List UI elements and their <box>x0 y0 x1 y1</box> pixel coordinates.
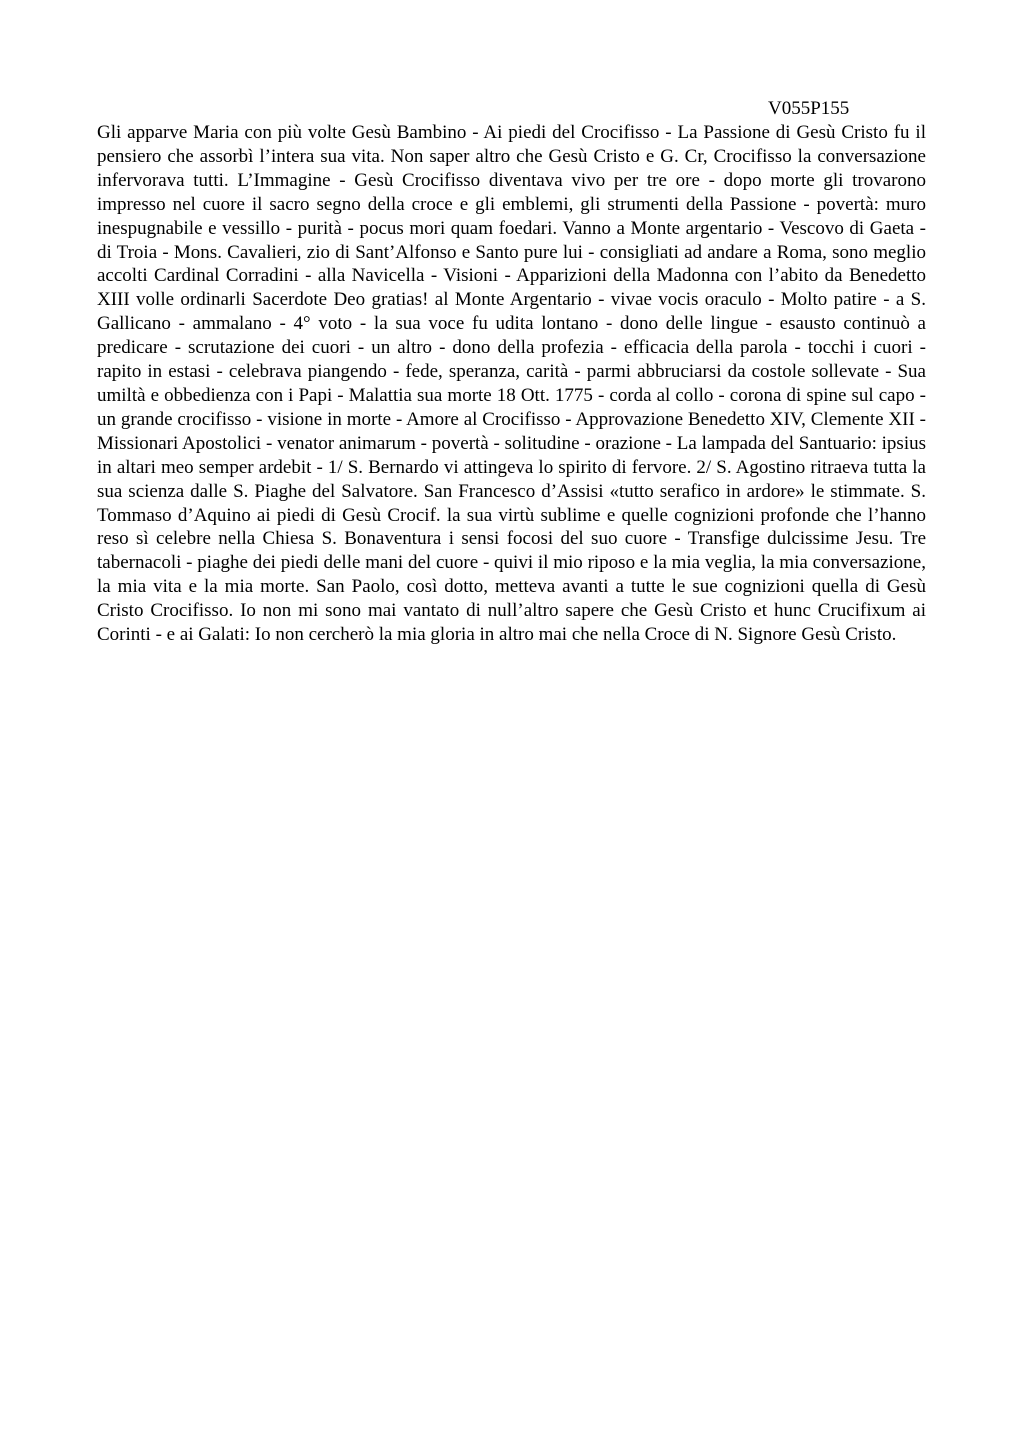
body-paragraph: Gli apparve Maria con più volte Gesù Bambino - Ai piedi del Crocifisso - La Passione di Gesù Cristo fu il pensiero che assorbì l’intera sua vita. Non saper altro che Gesù Cristo e G. Cr, Crocifisso la conversazione infervorava tutti. L’Immagine - Gesù Crocifisso diventava vivo per tre ore - dopo morte gli trovarono impresso nel cuore il sacro segno della croce e gli emblemi, gli strumenti della Passione - povertà: muro inespugnabile e vessillo - purità - pocus mori quam foedari. Vanno a Monte argentario - Vescovo di Gaeta - di Troia - Mons. Cavalieri, zio di Sant’Alfonso e Santo pure lui - consigliati ad andare a Roma, sono meglio accolti Cardinal Corradini - alla Navicella - Visioni - Apparizioni della Madonna con l’abito da Benedetto XIII volle ordinarli Sacerdote Deo gratias! al Monte Argentario - vivae vocis oraculo - Molto patire - a S. Gallicano - ammalano - 4° voto - la sua voce fu udita lontano - dono delle lingue - esausto continuò a predicare - scrutazione dei cuori - un altro - dono della profezia - efficacia della parola - tocchi i cuori - rapito in estasi - celebrava piangendo - fede, speranza, carità - parmi abbruciarsi da costole sollevate - Sua umiltà e obbedienza con i Papi - Malattia sua morte 18 Ott. 1775 - corda al collo - corona di spine sul capo - un grande crocifisso - visione in morte - Amore al Crocifisso - Approvazione Benedetto XIV, Clemente XII - Missionari Apostolici - venator animarum - povertà - solitudine - orazione - La lampada del Santuario: ipsius in altari meo semper ardebit - 1/ S. Bernardo vi attingeva lo spirito di fervore. 2/ S. Agostino ritraeva tutta la sua scienza dalle S. Piaghe del Salvatore. San Francesco d’Assisi «tutto serafico in ardore» le stimmate. S. Tommaso d’Aquino ai piedi di Gesù Crocif. la sua virtù sublime e quelle cognizioni profonde che l’hanno reso sì celebre nella Chiesa S. Bonaventura i sensi focosi del suo cuore - Transfige dulcissime Jesu. Tre tabernacoli - piaghe dei piedi delle mani del cuore - quivi il mio riposo e la mia veglia, la mia conversazione, la mia vita e la mia morte. San Paolo, così dotto, metteva avanti a tutte le sue cognizioni quella di Gesù Cristo Crocifisso. Io non mi sono mai vantato di null’altro sapere che Gesù Cristo et hunc Crucifixum ai Corinti - e ai Galati: Io non cercherò la mia gloria in altro mai che nella Croce di N. Signore Gesù Cristo. <box>97 122 926 646</box>
page-reference-code: V055P155 <box>768 98 850 119</box>
